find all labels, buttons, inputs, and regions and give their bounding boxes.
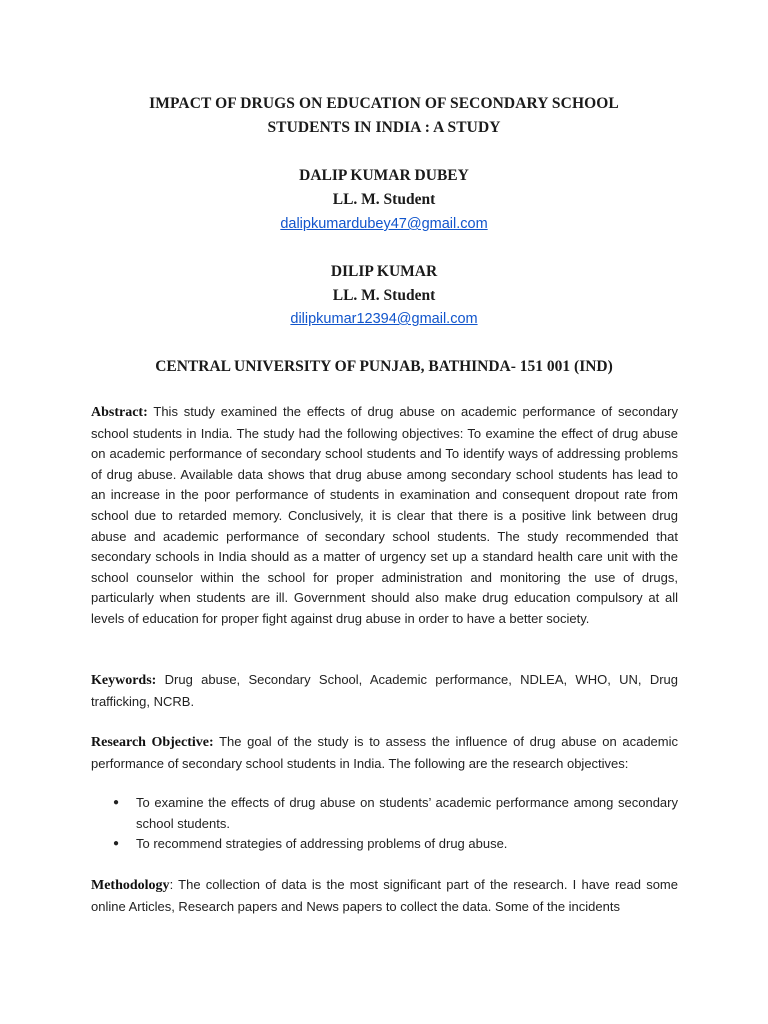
author-2-name: DILIP KUMAR bbox=[330, 263, 438, 280]
keywords-paragraph bbox=[91, 670, 678, 712]
research-objective-paragraph bbox=[91, 732, 678, 774]
paper-title-line-1: IMPACT OF DRUGS ON EDUCATION OF SECONDARY SCHOOL bbox=[149, 95, 619, 112]
abstract-label: Abstract: bbox=[91, 405, 148, 420]
affiliation: CENTRAL UNIVERSITY OF PUNJAB, BATHINDA- 151 001 (IND) bbox=[155, 358, 613, 375]
list-item bbox=[91, 793, 678, 834]
author-1-role: LL. M. Student bbox=[332, 191, 436, 208]
abstract-text: This study examined the effects of drug abuse on academic performance of secondary school students in India. The study had the following objectives: To examine the effect of drug abuse on academic performance of secondary school students and To identify ways of addressing problems of drug abuse. Available data shows that drug abuse among secondary school students has lead to an increase in the poor performance of students in examination and consequent dropout rate from school due to retarded memory. Conclusively, it is clear that there is a positive link between drug abuse and academic performance of secondary school students. The study recommended that secondary schools in India should as a matter of urgency set up a standard health care unit with the school counselor within the school for proper administration and monitoring the use of drugs, particularly when students are ill. Government should also make drug education compulsory at all levels of education for proper fight against drug abuse in order to have a better society. bbox=[91, 404, 678, 626]
bullet-icon: ● bbox=[113, 797, 120, 808]
research-objective-label: Research Objective: bbox=[91, 735, 214, 750]
author-1-name: DALIP KUMAR DUBEY bbox=[299, 167, 469, 184]
methodology-paragraph bbox=[91, 875, 678, 917]
research-objective-list bbox=[91, 793, 678, 855]
list-item-text: To recommend strategies of addressing problems of drug abuse. bbox=[136, 836, 508, 852]
methodology-label: Methodology bbox=[91, 878, 170, 893]
author-1-email-link[interactable]: dalipkumardubey47@gmail.com bbox=[280, 216, 488, 232]
methodology-text: : The collection of data is the most significant part of the research. I have read some online Articles, Research papers and News papers to collect the data. Some of the incidents bbox=[91, 877, 678, 914]
list-item bbox=[91, 834, 678, 855]
list-item-text: To examine the effects of drug abuse on students’ academic performance among secondary school students. bbox=[136, 795, 678, 831]
paper-title-line-2: STUDENTS IN INDIA : A STUDY bbox=[267, 119, 501, 136]
keywords-label: Keywords: bbox=[91, 673, 157, 688]
keywords-text: Drug abuse, Secondary School, Academic performance, NDLEA, WHO, UN, Drug trafficking, NCRB. bbox=[91, 672, 678, 709]
bullet-icon: ● bbox=[113, 838, 120, 850]
research-objective-text: The goal of the study is to assess the influence of drug abuse on academic performance of secondary school students in India. The following are the research objectives: bbox=[91, 734, 679, 771]
author-2-role: LL. M. Student bbox=[332, 287, 436, 304]
author-2-email-link[interactable]: dilipkumar12394@gmail.com bbox=[290, 311, 478, 327]
abstract-paragraph bbox=[91, 402, 678, 630]
